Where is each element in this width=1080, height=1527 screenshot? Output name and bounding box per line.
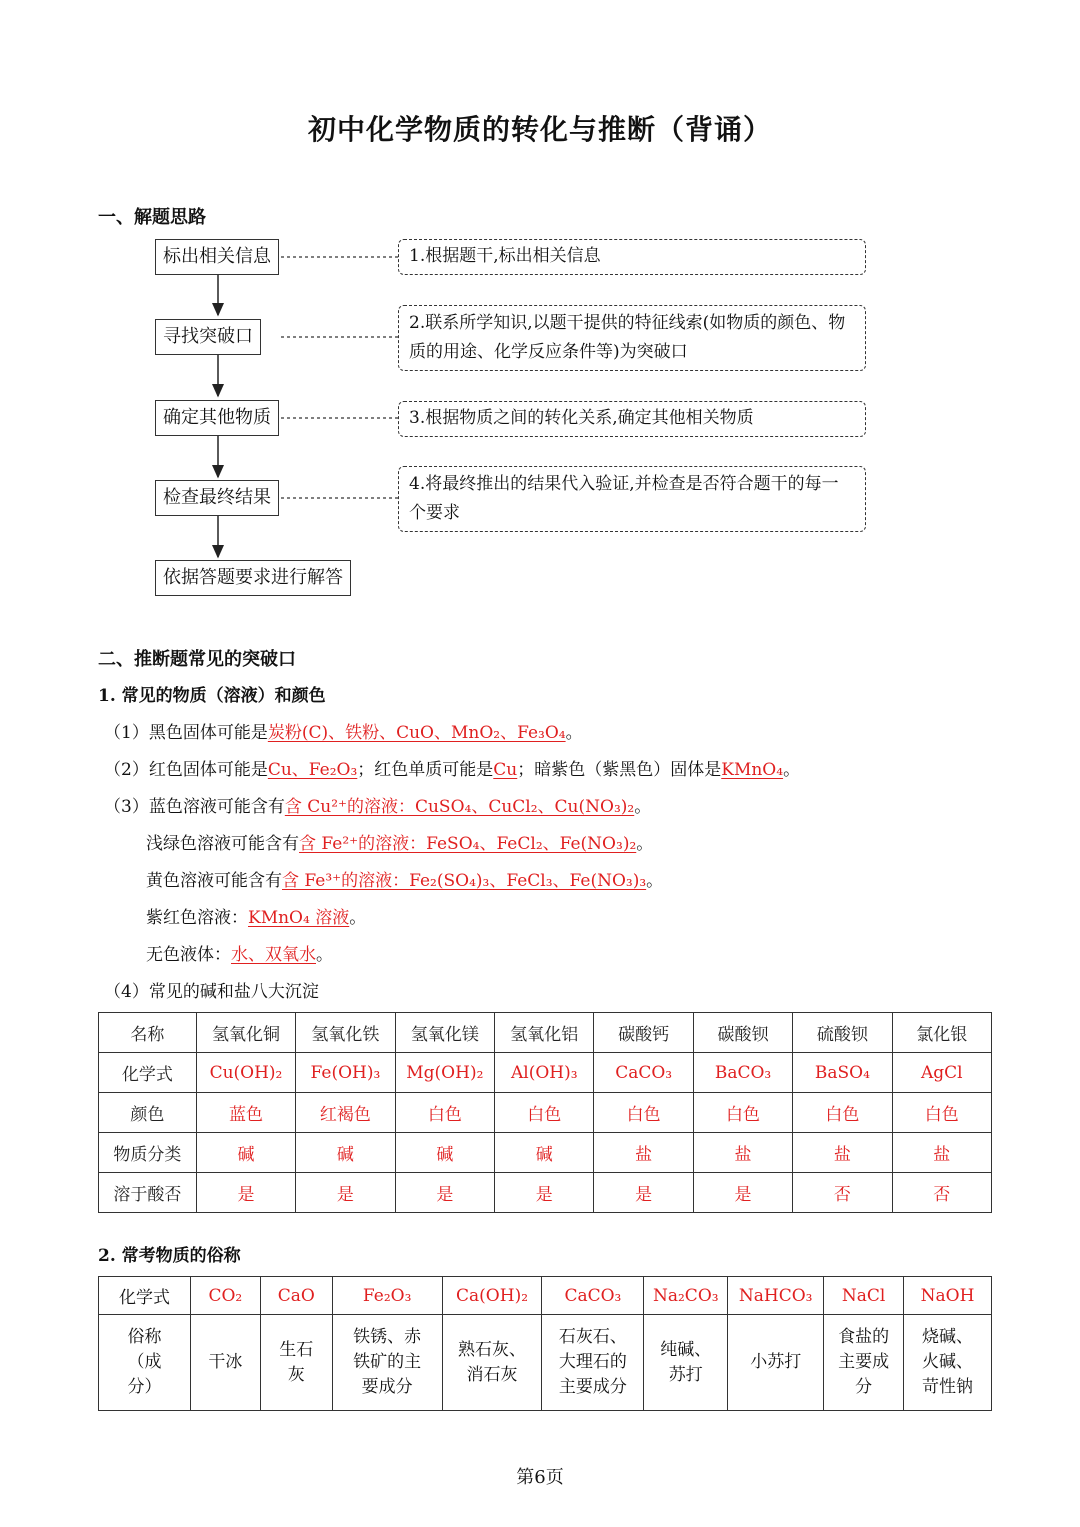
row-label-color: 颜色 <box>99 1093 197 1133</box>
cell-formula: NaOH <box>904 1277 992 1315</box>
cell-color: 红褐色 <box>296 1093 395 1133</box>
flow-step-3: 确定其他物质 <box>155 400 279 436</box>
cell-common: 烧碱、火碱、苛性钠 <box>904 1315 992 1411</box>
cell-formula: CaCO₃ <box>594 1053 693 1093</box>
section-heading-2: 二、推断题常见的突破口 <box>98 649 296 670</box>
cell-acid: 否 <box>892 1173 991 1213</box>
item-1-prefix: （1）黑色固体可能是 <box>104 723 268 743</box>
cell-acid: 是 <box>594 1173 693 1213</box>
item-2-period: 。 <box>783 760 801 780</box>
cell-class: 盐 <box>793 1133 892 1173</box>
cell-formula: Cu(OH)₂ <box>196 1053 295 1093</box>
common-names-table <box>98 1276 992 1411</box>
item-3b <box>146 829 653 854</box>
flow-note-4: 4.将最终推出的结果代入验证,并检查是否符合题干的每一个要求 <box>398 466 866 532</box>
cell-formula: Al(OH)₃ <box>495 1053 594 1093</box>
cell-class: 碱 <box>395 1133 494 1173</box>
cell-color: 白色 <box>594 1093 693 1133</box>
flow-step-2: 寻找突破口 <box>155 319 261 355</box>
cell-common: 熟石灰、消石灰 <box>442 1315 542 1411</box>
cell-formula: Ca(OH)₂ <box>442 1277 542 1315</box>
item-2-mid-2: ；暗紫色（紫黑色）固体是 <box>517 760 722 780</box>
cell-common: 铁锈、赤铁矿的主要成分 <box>332 1315 442 1411</box>
item-3-prefix: （3）蓝色溶液可能含有 <box>104 797 285 817</box>
row-label-common: 俗称（成分） <box>99 1315 191 1411</box>
cell-common: 生石灰 <box>260 1315 332 1411</box>
table-row <box>99 1133 992 1173</box>
cell-common: 干冰 <box>190 1315 260 1411</box>
cell-name: 氢氧化镁 <box>395 1013 494 1053</box>
cell-formula: BaCO₃ <box>693 1053 792 1093</box>
subsection-heading-1: 1. 常见的物质（溶液）和颜色 <box>98 686 326 706</box>
section-heading-1: 一、解题思路 <box>98 207 206 228</box>
flow-note-2: 2.联系所学知识,以题干提供的特征线索(如物质的颜色、物质的用途、化学反应条件等)为突破口 <box>398 305 866 371</box>
cell-color: 白色 <box>395 1093 494 1133</box>
item-2-mid-1: ；红色单质可能是 <box>357 760 494 780</box>
item-2-prefix: （2）红色固体可能是 <box>104 760 268 780</box>
cell-name: 氯化银 <box>892 1013 991 1053</box>
item-3d-period: 。 <box>349 908 367 928</box>
item-3b-prefix: 浅绿色溶液可能含有 <box>146 834 299 854</box>
row-label-acid: 溶于酸否 <box>99 1173 197 1213</box>
cell-formula: Na₂CO₃ <box>644 1277 728 1315</box>
cell-color: 白色 <box>495 1093 594 1133</box>
item-3 <box>104 792 651 817</box>
cell-common: 纯碱、苏打 <box>644 1315 728 1411</box>
item-3b-period: 。 <box>636 834 654 854</box>
flow-note-3: 3.根据物质之间的转化关系,确定其他相关物质 <box>398 401 866 437</box>
cell-class: 盐 <box>594 1133 693 1173</box>
table-row <box>99 1013 992 1053</box>
item-2-answer-3: KMnO₄ <box>721 760 784 780</box>
item-3b-answer: 含 Fe²⁺的溶液：FeSO₄、FeCl₂、Fe(NO₃)₂ <box>299 834 637 854</box>
item-1 <box>104 718 583 743</box>
cell-formula: CO₂ <box>190 1277 260 1315</box>
cell-class: 盐 <box>892 1133 991 1173</box>
item-3e-answer: 水、双氧水 <box>231 945 316 965</box>
subsection-heading-2: 2. 常考物质的俗称 <box>98 1246 241 1266</box>
cell-name: 氢氧化铝 <box>495 1013 594 1053</box>
cell-name: 碳酸钙 <box>594 1013 693 1053</box>
cell-class: 碱 <box>495 1133 594 1173</box>
item-3d <box>146 903 366 928</box>
page-number: 第6页 <box>516 1467 564 1488</box>
cell-name: 氢氧化铜 <box>196 1013 295 1053</box>
row-label-formula: 化学式 <box>99 1053 197 1093</box>
item-1-period: 。 <box>565 723 583 743</box>
flow-note-1: 1.根据题干,标出相关信息 <box>398 239 866 275</box>
flow-step-5: 依据答题要求进行解答 <box>155 560 351 596</box>
cell-common: 石灰石、大理石的主要成分 <box>542 1315 644 1411</box>
item-3e-prefix: 无色液体： <box>146 945 231 965</box>
item-3e <box>146 940 333 965</box>
cell-acid: 是 <box>693 1173 792 1213</box>
item-3e-period: 。 <box>316 945 333 965</box>
row-label-formula: 化学式 <box>99 1277 191 1315</box>
cell-color: 蓝色 <box>196 1093 295 1133</box>
cell-formula: NaCl <box>824 1277 904 1315</box>
table-row <box>99 1053 992 1093</box>
cell-common: 食盐的主要成分 <box>824 1315 904 1411</box>
cell-acid: 是 <box>395 1173 494 1213</box>
cell-formula: CaCO₃ <box>542 1277 644 1315</box>
precipitate-table <box>98 1012 992 1213</box>
cell-name: 碳酸钡 <box>693 1013 792 1053</box>
cell-color: 白色 <box>693 1093 792 1133</box>
cell-acid: 否 <box>793 1173 892 1213</box>
item-3c-prefix: 黄色溶液可能含有 <box>146 871 282 891</box>
item-2 <box>104 755 800 780</box>
cell-formula: NaHCO₃ <box>728 1277 824 1315</box>
flow-step-1: 标出相关信息 <box>155 239 279 275</box>
cell-acid: 是 <box>495 1173 594 1213</box>
item-3c-period: 。 <box>646 871 664 891</box>
cell-formula: Mg(OH)₂ <box>395 1053 494 1093</box>
cell-name: 硫酸钡 <box>793 1013 892 1053</box>
cell-formula: Fe₂O₃ <box>332 1277 442 1315</box>
item-3d-prefix: 紫红色溶液： <box>146 908 248 928</box>
page-title: 初中化学物质的转化与推断（背诵） <box>307 113 772 146</box>
cell-class: 碱 <box>196 1133 295 1173</box>
cell-color: 白色 <box>892 1093 991 1133</box>
table-row <box>99 1093 992 1133</box>
item-3c-answer: 含 Fe³⁺的溶液：Fe₂(SO₄)₃、FeCl₃、Fe(NO₃)₃ <box>282 871 647 891</box>
table-row <box>99 1173 992 1213</box>
row-label-name: 名称 <box>99 1013 197 1053</box>
item-3c <box>146 866 663 891</box>
cell-name: 氢氧化铁 <box>296 1013 395 1053</box>
cell-class: 碱 <box>296 1133 395 1173</box>
cell-common: 小苏打 <box>728 1315 824 1411</box>
item-2-answer-1: Cu、Fe₂O₃ <box>267 760 358 780</box>
item-2-answer-2: Cu <box>493 760 518 780</box>
item-3-period: 。 <box>634 797 652 817</box>
item-3d-answer: KMnO₄ 溶液 <box>248 908 350 928</box>
cell-acid: 是 <box>196 1173 295 1213</box>
cell-color: 白色 <box>793 1093 892 1133</box>
cell-formula: Fe(OH)₃ <box>296 1053 395 1093</box>
item-1-answer: 炭粉(C)、铁粉、CuO、MnO₂、Fe₃O₄ <box>267 723 566 743</box>
item-3-answer: 含 Cu²⁺的溶液：CuSO₄、CuCl₂、Cu(NO₃)₂ <box>284 797 635 817</box>
flow-step-4: 检查最终结果 <box>155 480 279 516</box>
table-row <box>99 1315 992 1411</box>
cell-formula: AgCl <box>892 1053 991 1093</box>
cell-acid: 是 <box>296 1173 395 1213</box>
row-label-class: 物质分类 <box>99 1133 197 1173</box>
cell-class: 盐 <box>693 1133 792 1173</box>
item-4: （4）常见的碱和盐八大沉淀 <box>104 982 319 1002</box>
cell-formula: BaSO₄ <box>793 1053 892 1093</box>
table-row <box>99 1277 992 1315</box>
cell-formula: CaO <box>260 1277 332 1315</box>
